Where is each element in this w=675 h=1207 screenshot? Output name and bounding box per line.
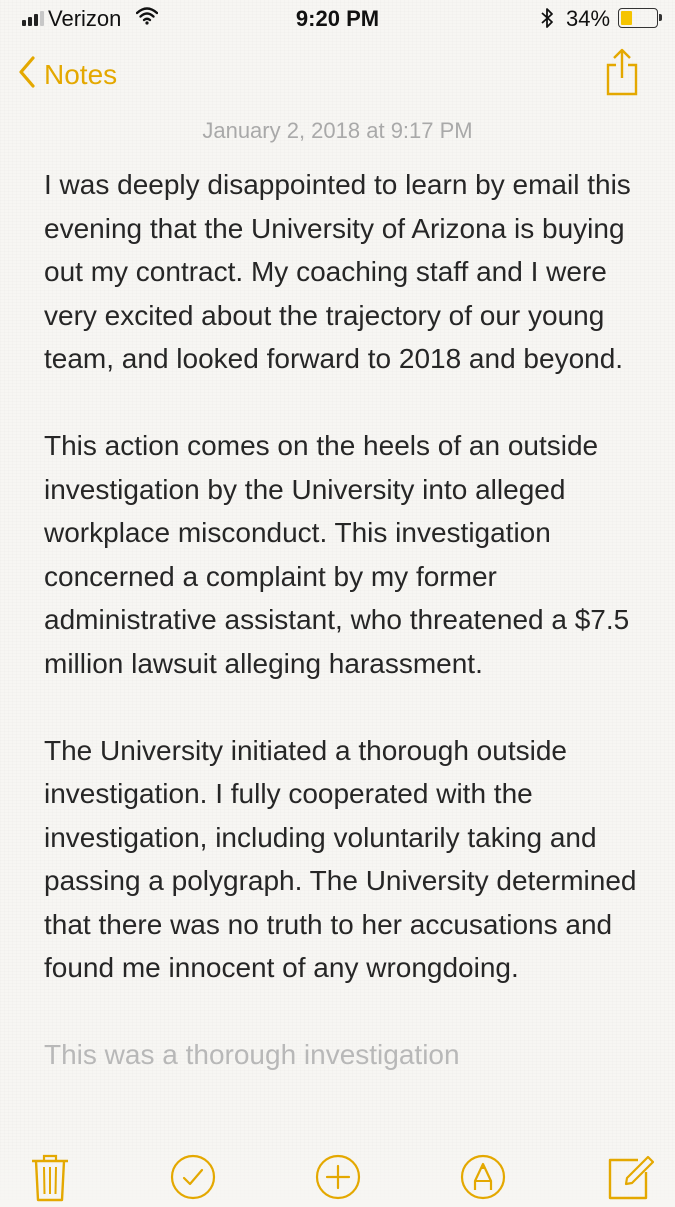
checklist-button[interactable] bbox=[170, 1154, 216, 1205]
note-paragraph: This action comes on the heels of an outside investigation by the University into alleged workplace misconduct. This investigation concerned a complaint by my former administrative assistant, who threatened a $7.5 million lawsuit alleging harassment. bbox=[44, 430, 630, 679]
share-button[interactable] bbox=[604, 48, 640, 101]
battery-icon bbox=[618, 8, 658, 28]
note-paragraph: I was deeply disappointed to learn by email this evening that the University of Arizona is buying out my contract. My coaching staff and I were very excited about the trajectory of our young team, and looked forward to 2018 and beyond. bbox=[44, 169, 631, 374]
status-bar bbox=[0, 0, 675, 40]
battery-percent: 34% bbox=[566, 6, 611, 31]
note-body[interactable] bbox=[44, 163, 644, 1077]
bluetooth-icon bbox=[540, 7, 554, 34]
chevron-left-icon bbox=[18, 56, 36, 93]
trash-icon bbox=[30, 1189, 70, 1206]
battery-level bbox=[621, 11, 632, 25]
delete-button[interactable] bbox=[30, 1154, 70, 1207]
status-time: 9:20 PM bbox=[295, 6, 380, 31]
add-icon bbox=[315, 1187, 361, 1204]
back-button[interactable] bbox=[18, 56, 117, 93]
markup-button[interactable] bbox=[460, 1154, 506, 1205]
note-date: January 2, 2018 at 9:17 PM bbox=[202, 118, 473, 143]
note-paragraph-partial: This was a thorough investigation bbox=[44, 1039, 460, 1070]
back-label: Notes bbox=[44, 58, 118, 90]
markup-icon bbox=[460, 1187, 506, 1204]
compose-icon bbox=[606, 1187, 654, 1204]
share-icon bbox=[604, 83, 640, 100]
compose-button[interactable] bbox=[606, 1154, 654, 1205]
carrier-name: Verizon bbox=[48, 6, 122, 31]
checklist-icon bbox=[170, 1187, 216, 1204]
note-paragraph: The University initiated a thorough outside investigation. I fully cooperated with the investigation, including voluntarily taking and passing a polygraph. The University determined that there was no truth to her accusations and found me innocent of any wrongdoing. bbox=[44, 734, 637, 983]
add-button[interactable] bbox=[315, 1154, 361, 1205]
bottom-toolbar bbox=[0, 1130, 675, 1200]
